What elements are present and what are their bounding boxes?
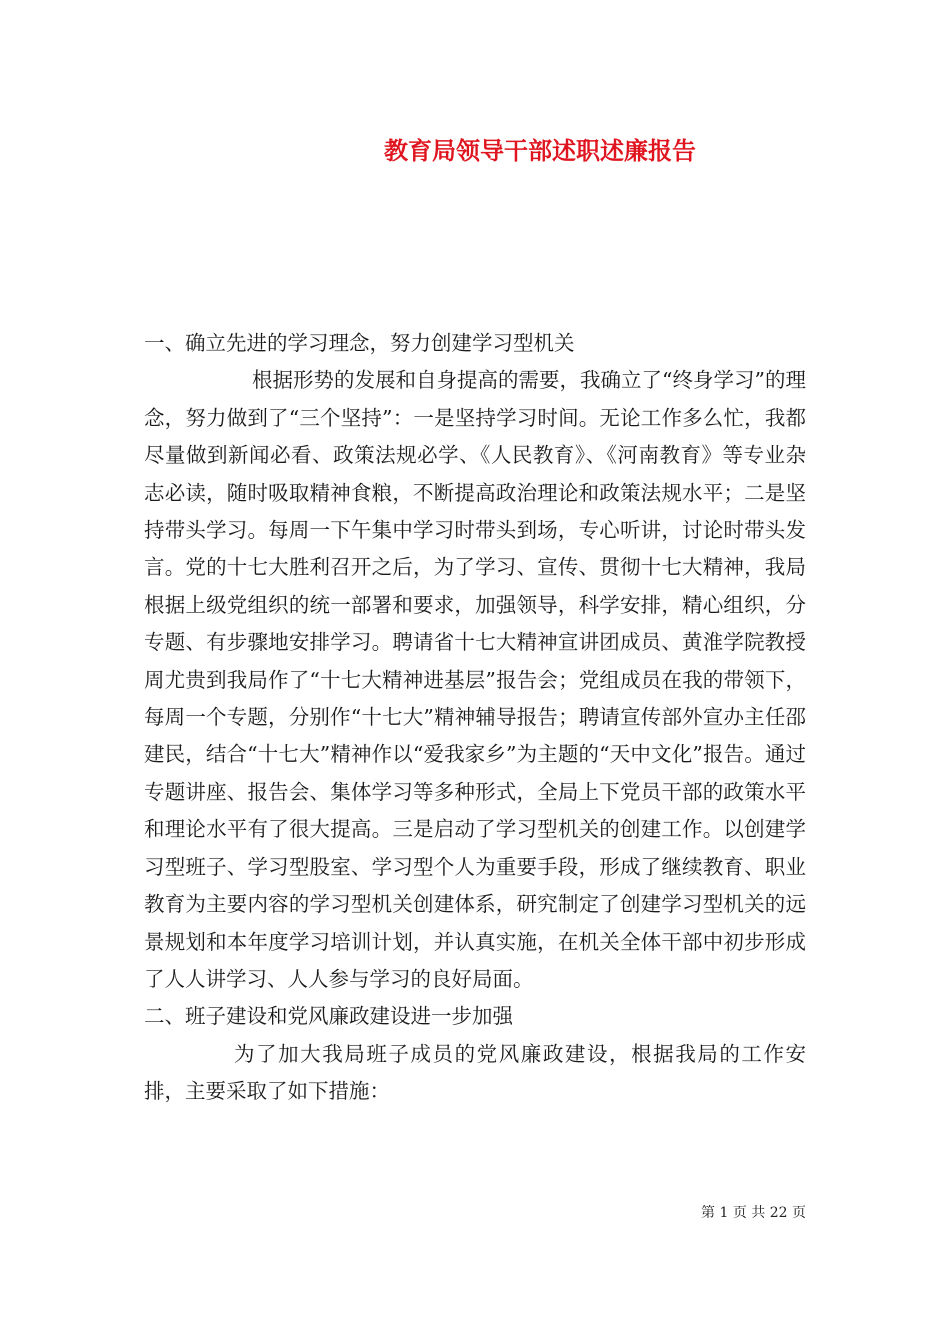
section-paragraph-2: 为了加大我局班子成员的党风廉政建设，根据我局的工作安排，主要采取了如下措施： (144, 1041, 806, 1104)
section-paragraph-1: 根据形势的发展和自身提高的需要，我确立了“终身学习”的理念，努力做到了“三个坚持”：一是坚持学习时间。无论工作多么忙，我都尽量做到新闻必看、政策法规必学、《人民教育》、《河南教育》等专业杂志必读，随时吸取精神食粮，不断提高政治理论和政策法规水平；二是坚持带头学习。每周一下午集中学习时带头到场，专心听讲，讨论时带头发言。党的十七大胜利召开之后，为了学习、宣传、贯彻十七大精神，我局根据上级党组织的统一部署和要求，加强领导，科学安排，精心组织，分专题、有步骤地安排学习。聘请省十七大精神宣讲团成员、黄淮学院教授周尤贵到我局作了“十七大精神进基层”报告会；党组成员在我的带领下，每周一个专题，分别作“十七大”精神辅导报告；聘请宣传部外宣办主任邵建民，结合“十七大”精神作以“爱我家乡”为主题的“天中文化”报告。通过专题讲座、报告会、集体学习等多种形式，全局上下党员干部的政策水平和理论水平有了很大提高。三是启动了学习型机关的创建工作。以创建学习型班子、学习型股室、学习型个人为重要手段，形成了继续教育、职业教育为主要内容的学习型机关创建体系，研究制定了创建学习型机关的远景规划和本年度学习培训计划，并认真实施，在机关全体干部中初步形成了人人讲学习、人人参与学习的良好局面。 (144, 368, 806, 991)
page-number-footer: 第 1 页 共 22 页 (701, 1205, 806, 1221)
section-heading-2: 二、班子建设和党风廉政建设进一步加强 (144, 1004, 513, 1029)
document-title: 教育局领导干部述职述廉报告 (384, 136, 696, 165)
section-heading-1: 一、确立先进的学习理念，努力创建学习型机关 (144, 331, 575, 355)
document-body (144, 325, 806, 1111)
